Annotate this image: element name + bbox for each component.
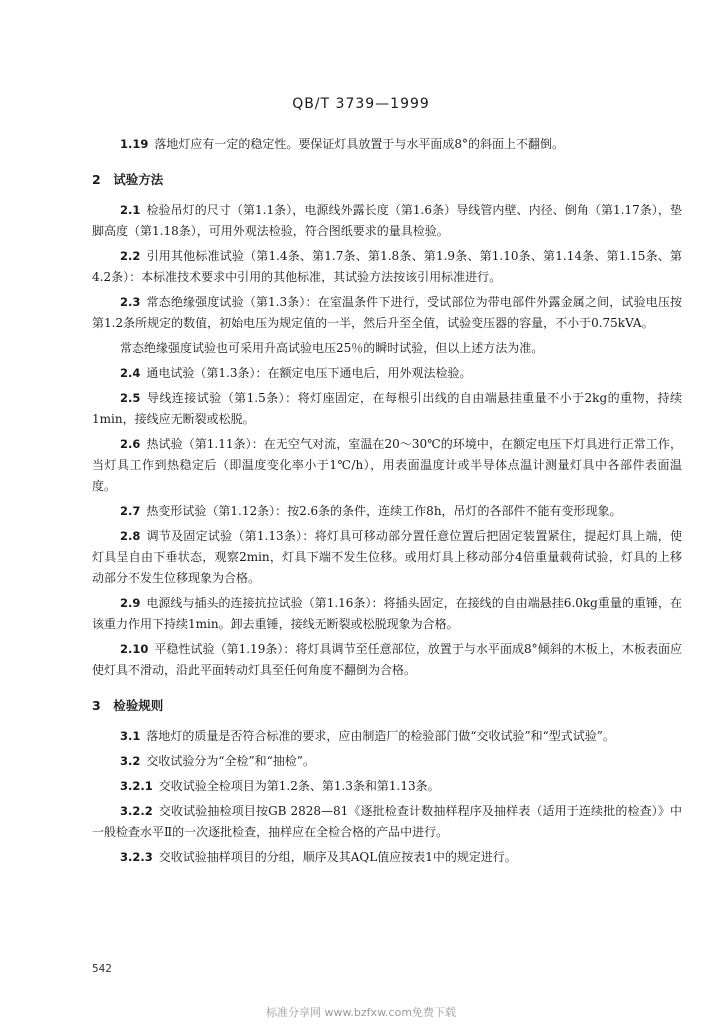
clause-number: 2.5: [120, 391, 141, 405]
clause-paragraph: [92, 200, 682, 242]
clause-text: 常态绝缘强度试验也可采用升高试验电压25％的瞬时试验，但以上述方法为准。: [120, 341, 544, 355]
clause-paragraph: [92, 388, 682, 430]
document-header: QB/T 3739—1999: [292, 96, 430, 112]
clause-number: 2.8: [120, 529, 141, 543]
clause-number: 3.1: [120, 729, 141, 743]
document-body: [92, 130, 682, 868]
clause-paragraph: [92, 526, 682, 589]
clause-text: 通电试验（第1.3条）：在额定电压下通电后，用外观法检验。: [146, 366, 472, 380]
clause-number: 2.10: [120, 642, 149, 656]
clause-number: 1.19: [120, 137, 149, 151]
clause-paragraph: [92, 801, 682, 843]
clause-text: 交收试验分为“全检”和“抽检”。: [146, 754, 315, 768]
clause-paragraph: [92, 639, 682, 681]
clause-number: 2.4: [120, 366, 141, 380]
clause-text: 交收试验抽检项目按GB 2828—81《逐批检查计数抽样程序及抽样表（适用于连续批的检查）》中一般检查水平Ⅱ的一次逐批检查，抽样应在全检合格的产品中进行。: [92, 804, 682, 839]
clause-paragraph: [92, 134, 682, 155]
clause-number: 2.1: [120, 203, 141, 217]
clause-text: 落地灯的质量是否符合标准的要求，应由制造厂的检验部门做“交收试验”和“型式试验”。: [146, 729, 615, 743]
clause-text: 电源线与插头的连接抗拉试验（第1.16条）：将插头固定，在接线的自由端悬挂6.0kg重量的重锤，在该重力作用下持续1min。卸去重锤，接线无断裂或松脱现象为合格。: [92, 596, 682, 631]
clause-paragraph: [92, 776, 682, 797]
clause-text: 交收试验全检项目为第1.2条、第1.3条和第1.13条。: [158, 779, 440, 793]
clause-paragraph: [92, 847, 682, 868]
clause-number: 3.2: [120, 754, 141, 768]
clause-number: 3.2.2: [120, 804, 153, 818]
clause-paragraph: [92, 593, 682, 635]
clause-paragraph: [92, 501, 682, 522]
clause-text: 引用其他标准试验（第1.4条、第1.7条、第1.8条、第1.9条、第1.10条、第1.14条、第1.15条、第4.2条）：本标准技术要求中引用的其他标准，其试验方法按该引用标准进行。: [92, 249, 682, 284]
clause-number: 3.2.3: [120, 850, 153, 864]
clause-text: 调节及固定试验（第1.13条）：将灯具可移动部分置任意位置后把固定装置紧住，提起灯具上端，使灯具呈自由下垂状态，观察2min，灯具下端不发生位移。或用灯具上移动部分4倍重量载荷试验，灯具的上移动部分不发生位移现象为合格。: [92, 529, 682, 585]
page-number: 542: [92, 962, 112, 975]
section-heading: 3 检验规则: [92, 698, 164, 713]
footer-watermark-text: 标准分享网 www.bzfxw.com免费下载: [265, 1006, 457, 1019]
clause-number: 2.6: [120, 437, 141, 451]
clause-paragraph: [92, 338, 682, 359]
clause-number: 2.9: [120, 596, 141, 610]
clause-number: 2.7: [120, 504, 141, 518]
clause-text: 导线连接试验（第1.5条）：将灯座固定，在每根引出线的自由端悬挂重量不小于2kg的重物，持续1min，接线应无断裂或松脱。: [92, 391, 682, 426]
clause-paragraph: [92, 246, 682, 288]
clause-text: 平稳性试验（第1.19条）：将灯具调节至任意部位，放置于与水平面成8°倾斜的木板上，木板表面应使灯具不滑动，沿此平面转动灯具至任何角度不翻倒为合格。: [92, 642, 682, 677]
clause-text: 常态绝缘强度试验（第1.3条）：在室温条件下进行，受试部位为带电部件外露金属之间，试验电压按第1.2条所规定的数值，初始电压为规定值的一半，然后升至全值，试验变压器的容量，不小于0.75kVA。: [92, 295, 682, 330]
clause-text: 落地灯应有一定的稳定性。要保证灯具放置于与水平面成8°的斜面上不翻倒。: [154, 137, 565, 151]
clause-text: 热试验（第1.11条）：在无空气对流，室温在20～30℃的环境中，在额定电压下灯具进行正常工作，当灯具工作到热稳定后（即温度变化率小于1℃/h），用表面温度计或半导体点温计测量灯具中各部件表面温度。: [92, 437, 682, 493]
clause-paragraph: [92, 292, 682, 334]
clause-text: 检验吊灯的尺寸（第1.1条），电源线外露长度（第1.6条）导线管内壁、内径、倒角（第1.17条），垫脚高度（第1.18条），可用外观法检验，符合图纸要求的量具检验。: [92, 203, 682, 238]
clause-number: 3.2.1: [120, 779, 153, 793]
clause-text: 热变形试验（第1.12条）：按2.6条的条件，连续工作8h，吊灯的各部件不能有变形现象。: [146, 504, 622, 518]
clause-number: 2.2: [120, 249, 141, 263]
clause-paragraph: [92, 751, 682, 772]
clause-number: 2.3: [120, 295, 141, 309]
section-heading: 2 试验方法: [92, 172, 164, 187]
clause-text: 交收试验抽样项目的分组，顺序及其AQL值应按表1中的规定进行。: [158, 850, 517, 864]
clause-paragraph: [92, 726, 682, 747]
clause-paragraph: [92, 363, 682, 384]
clause-paragraph: [92, 434, 682, 497]
